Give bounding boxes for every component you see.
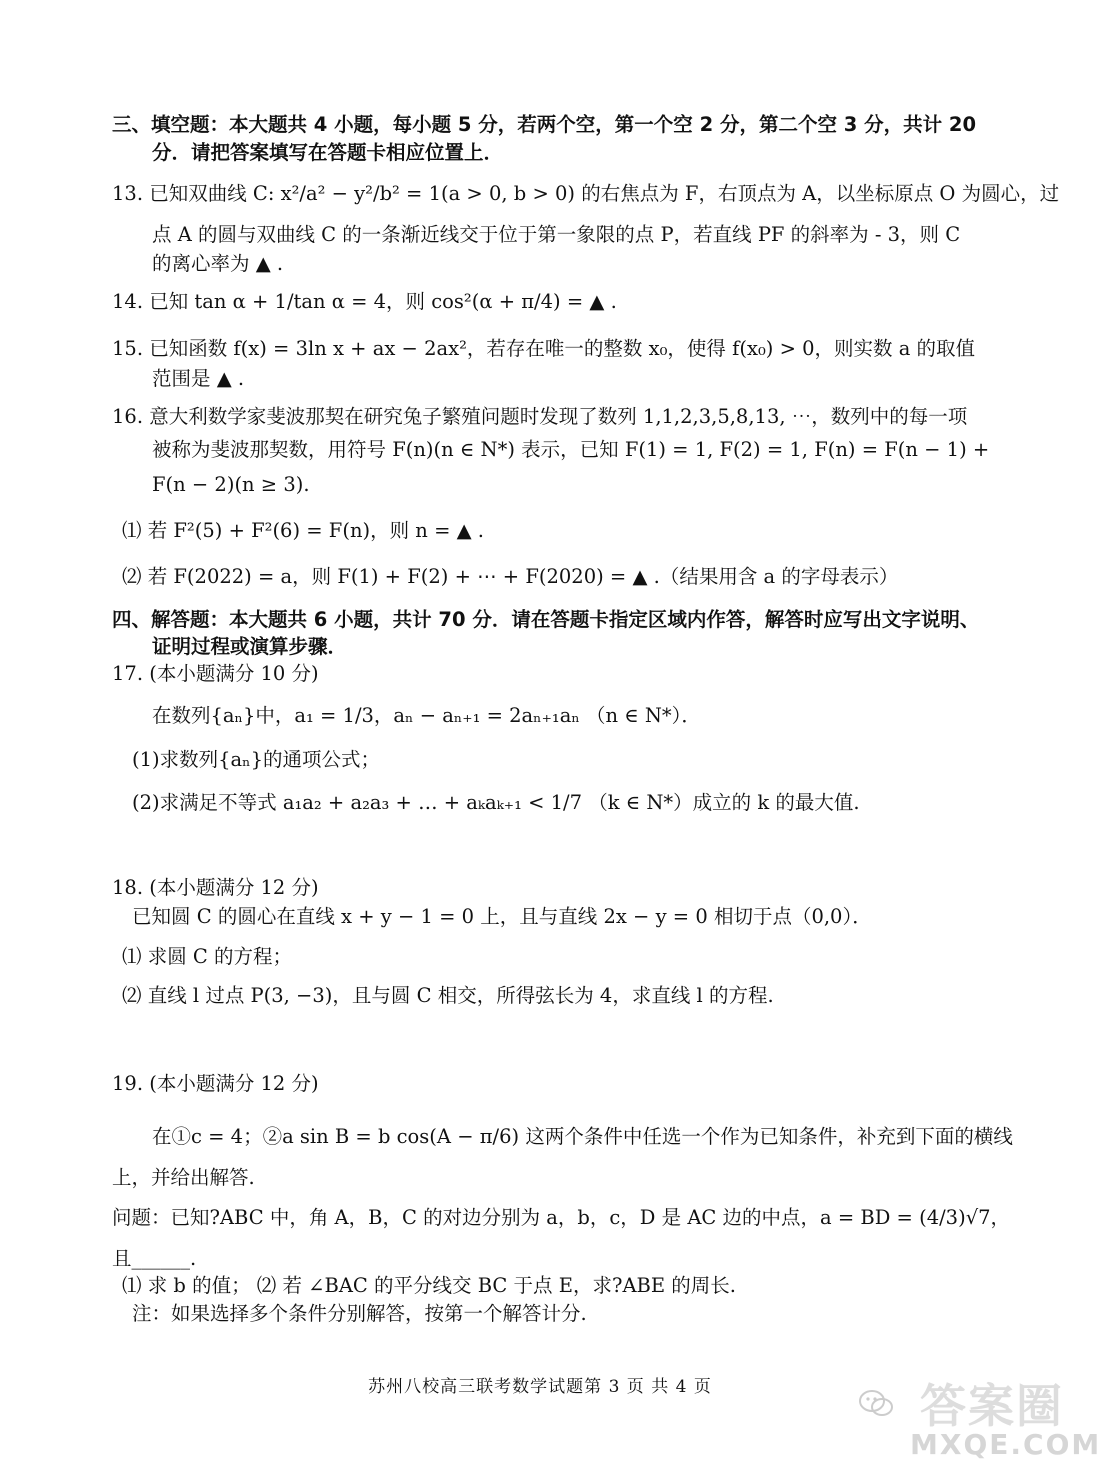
- q15-line2: 范围是 ▲ .: [152, 367, 245, 390]
- q19-line3: 问题：已知?ABC 中，角 A，B，C 的对边分别为 a，b，c，D 是 AC 边的中点，a = BD = (4/3)√7，: [112, 1206, 1011, 1229]
- watermark-big-text: 答案圈: [920, 1379, 1064, 1433]
- q13-line3: 的离心率为 ▲ .: [152, 252, 284, 275]
- watermark-small-text: MXQE.COM: [910, 1428, 1101, 1461]
- q19-line1: 在①c = 4；②a sin B = b cos(A − π/6) 这两个条件中任选一个作为已知条件，补充到下面的横线: [152, 1125, 1013, 1148]
- q19-title: 19. (本小题满分 12 分): [112, 1072, 319, 1095]
- q17-title: 17. (本小题满分 10 分): [112, 662, 319, 685]
- q19-line5: ⑴ 求 b 的值； ⑵ 若 ∠BAC 的平分线交 BC 于点 E，求?ABE 的周长.: [122, 1274, 736, 1297]
- q16-line1: 16. 意大利数学家斐波那契在研究兔子繁殖问题时发现了数列 1,1,2,3,5,8,13, ⋯，数列中的每一项: [112, 405, 968, 428]
- q13-line2: 点 A 的圆与双曲线 C 的一条渐近线交于位于第一象限的点 P，若直线 PF 的斜率为 - 3，则 C: [152, 223, 961, 246]
- q18-title: 18. (本小题满分 12 分): [112, 876, 319, 899]
- q16-line3: F(n − 2)(n ≥ 3).: [152, 473, 310, 496]
- page-footer: 苏州八校高三联考数学试题第 3 页 共 4 页: [368, 1377, 712, 1397]
- q17-line1: 在数列{aₙ}中，a₁ = 1/3，aₙ − aₙ₊₁ = 2aₙ₊₁aₙ （n ∈ N*）．: [152, 704, 701, 727]
- section4-heading-line1: 四、解答题：本大题共 6 小题，共计 70 分．请在答题卡指定区域内作答，解答时应写出文字说明、: [112, 608, 980, 631]
- q13-line1: 13. 已知双曲线 C: x²/a² − y²/b² = 1(a > 0, b > 0) 的右焦点为 F，右顶点为 A，以坐标原点 O 为圆心，过: [112, 182, 1060, 205]
- wechat-icon: [858, 1388, 894, 1418]
- q18-part2: ⑵ 直线 l 过点 P(3, −3)，且与圆 C 相交，所得弦长为 4，求直线 l 的方程.: [122, 984, 774, 1007]
- q19-line4: 且______.: [112, 1247, 197, 1270]
- section4-heading-line2: 证明过程或演算步骤．: [152, 635, 348, 658]
- q18-part1: ⑴ 求圆 C 的方程；: [122, 945, 293, 968]
- q16-line2: 被称为斐波那契数，用符号 F(n)(n ∈ N*) 表示，已知 F(1) = 1, F(2) = 1, F(n) = F(n − 1) +: [152, 438, 990, 461]
- q18-line1: 已知圆 C 的圆心在直线 x + y − 1 = 0 上，且与直线 2x − y = 0 相切于点（0,0）．: [132, 905, 872, 928]
- q16-part1: ⑴ 若 F²(5) + F²(6) = F(n)，则 n = ▲ .: [122, 519, 484, 542]
- q17-part2: (2)求满足不等式 a₁a₂ + a₂a₃ + … + aₖaₖ₊₁ < 1/7 （k ∈ N*）成立的 k 的最大值.: [132, 791, 860, 814]
- section3-heading-line1: 三、填空题：本大题共 4 小题，每小题 5 分，若两个空，第一个空 2 分，第二个空 3 分，共计 20: [112, 113, 977, 136]
- section3-heading-line2: 分．请把答案填写在答题卡相应位置上．: [152, 141, 504, 164]
- q16-part2: ⑵ 若 F(2022) = a，则 F(1) + F(2) + ⋯ + F(2020) = ▲ .（结果用含 a 的字母表示）: [122, 565, 899, 588]
- q17-part1: (1)求数列{aₙ}的通项公式；: [132, 748, 380, 771]
- q15-line1: 15. 已知函数 f(x) = 3ln x + ax − 2ax²，若存在唯一的整数 x₀，使得 f(x₀) > 0，则实数 a 的取值: [112, 337, 976, 360]
- q19-note: 注：如果选择多个条件分别解答，按第一个解答计分.: [132, 1302, 587, 1325]
- q19-line2: 上，并给出解答.: [112, 1166, 255, 1189]
- watermark-logo: [850, 1370, 1101, 1470]
- q14-line1: 14. 已知 tan α + 1/tan α = 4，则 cos²(α + π/4) = ▲ .: [112, 290, 617, 313]
